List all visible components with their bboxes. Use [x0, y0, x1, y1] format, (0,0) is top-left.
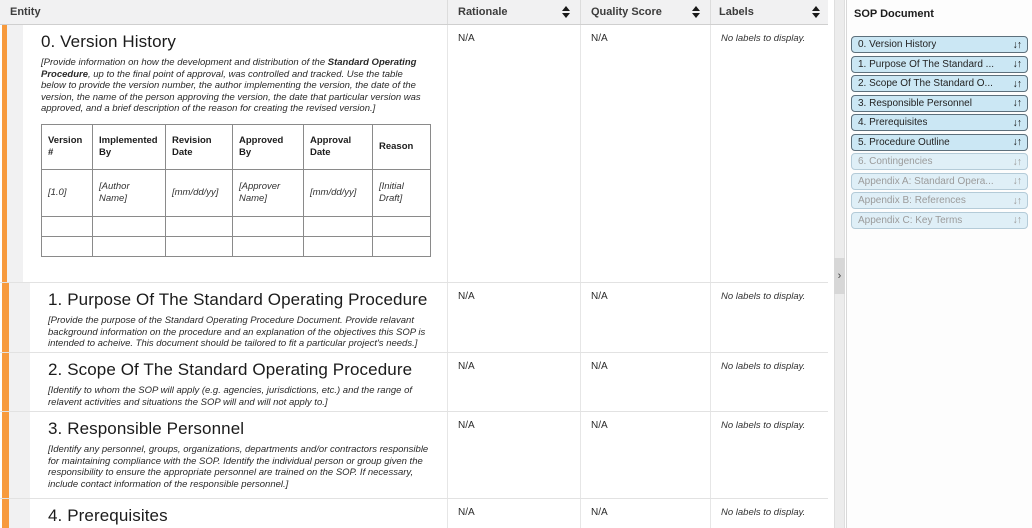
sop-document-panel [846, 0, 1032, 528]
reorder-icon[interactable]: ↓↑ [1012, 214, 1021, 226]
section-description: [Identify to whom the SOP will apply (e.g. agencies, jurisdictions, etc.) and the range of relavent activities and situations the SOP will and will not apply to.] [48, 385, 413, 408]
column-header-entity-label: Entity [10, 6, 41, 18]
table-row [0, 353, 828, 412]
version-table-cell [303, 216, 372, 236]
sort-icon[interactable] [562, 6, 570, 18]
column-header-rationale-label: Rationale [458, 6, 508, 18]
quality-score-cell[interactable]: N/A [580, 499, 710, 528]
sidebar-item-label: Appendix B: References [858, 195, 966, 206]
sidebar-item-label: 6. Contingencies [858, 156, 933, 167]
column-header-rationale[interactable] [447, 0, 580, 24]
section-title: 3. Responsible Personnel [48, 419, 245, 438]
sidebar-item-appendix-b[interactable] [851, 192, 1028, 209]
sidebar-item-procedure-outline[interactable] [851, 134, 1028, 151]
entity-body [23, 25, 447, 282]
entity-body [30, 412, 447, 498]
version-table-cell [232, 236, 303, 256]
panel-collapse-handle[interactable] [834, 258, 845, 294]
grid-header-row [0, 0, 828, 25]
section-title: 0. Version History [40, 32, 177, 51]
entity-accent-bar [2, 283, 9, 352]
entity-accent-bar [2, 353, 9, 411]
panel-divider [832, 0, 846, 528]
column-header-entity [0, 0, 447, 24]
section-title: 1. Purpose Of The Standard Operating Procedure [48, 290, 428, 309]
sidebar-item-label: 3. Responsible Personnel [858, 97, 972, 109]
sidebar-item-label: Appendix A: Standard Opera... [858, 175, 994, 187]
column-header-labels-label: Labels [719, 6, 754, 18]
version-table-row [41, 236, 430, 256]
sidebar-item-appendix-a[interactable] [851, 173, 1028, 190]
sidebar-item-purpose[interactable] [851, 56, 1028, 73]
rationale-cell[interactable]: N/A [447, 283, 580, 352]
reorder-icon[interactable]: ↓↑ [1012, 194, 1021, 207]
reorder-icon[interactable]: ↓↑ [1012, 155, 1021, 168]
sidebar-item-label: 4. Prerequisites [858, 117, 928, 128]
quality-score-cell[interactable]: N/A [580, 412, 710, 498]
sidebar-title: SOP Document [854, 8, 934, 20]
labels-cell[interactable]: No labels to display. [710, 283, 828, 352]
version-table-header: Approved By [232, 124, 303, 169]
reorder-icon[interactable]: ↓↑ [1012, 97, 1021, 109]
version-table-cell: [Initial Draft] [372, 169, 430, 216]
version-table-cell: [mm/dd/yy] [303, 169, 372, 216]
sort-icon[interactable] [692, 6, 700, 18]
version-table-cell: [Approver Name] [232, 169, 303, 216]
entity-accent-bar [2, 499, 9, 528]
row-gutter [9, 283, 30, 352]
section-description: [Identify any personnel, groups, organizations, departments and/or contractors responsible for maintaining compliance with the SOP. Identify the individual person or group given the responsibility to ensure the appropriate personnel are trained on the SOP. If necessary, include contact information of the responsible personnel.] [48, 444, 429, 490]
entity-body [30, 499, 447, 528]
version-table-cell [165, 216, 232, 236]
rationale-cell[interactable]: N/A [447, 499, 580, 528]
row-gutter [9, 353, 30, 411]
section-title: 2. Scope Of The Standard Operating Procedure [48, 360, 413, 379]
version-table-cell [165, 236, 232, 256]
entity-cell-prerequisites[interactable] [0, 499, 447, 528]
row-gutter [9, 499, 30, 528]
section-description: [Provide information on how the development and distribution of the Standard Operating Procedure, up to the final point of approval, was controlled and tracked. Use the table below to provide the version number, the author implementing the version, the date of the version, the name of the person approving the version, the date that particular version was approved, and a brief description of the reason for creating the revised version.] [40, 57, 421, 115]
labels-cell[interactable]: No labels to display. [710, 499, 828, 528]
table-row [0, 412, 828, 499]
section-description: [Provide the purpose of the Standard Operating Procedure Document. Provide relavant background information on the procedure and an explanation of the objectives this SOP is intended to acheive. This document should be tailored to fit a particular project's needs.] [48, 315, 426, 350]
rationale-cell[interactable]: N/A [447, 353, 580, 411]
reorder-icon[interactable]: ↓↑ [1012, 136, 1021, 148]
sidebar-item-appendix-c[interactable] [851, 212, 1028, 229]
version-table-cell [303, 236, 372, 256]
table-row [0, 499, 828, 528]
row-gutter [9, 412, 30, 498]
version-table-cell [372, 236, 430, 256]
version-table-cell [92, 236, 165, 256]
version-table-header: Approval Date [303, 124, 372, 169]
version-table-row [41, 216, 430, 236]
labels-cell[interactable]: No labels to display. [710, 353, 828, 411]
section-title: 4. Prerequisites [48, 506, 168, 525]
version-table-cell [41, 216, 92, 236]
entity-cell-version-history[interactable] [0, 25, 447, 282]
entity-body [30, 353, 447, 411]
version-table-cell: [mm/dd/yy] [165, 169, 232, 216]
reorder-icon[interactable]: ↓↑ [1012, 116, 1021, 129]
sidebar-item-version-history[interactable] [851, 36, 1028, 53]
entity-accent-bar [2, 412, 9, 498]
version-table-header: Implemented By [92, 124, 165, 169]
version-table-header: Version # [41, 124, 92, 169]
sidebar-item-prerequisites[interactable] [851, 114, 1028, 131]
entity-body [30, 283, 447, 352]
row-gutter [7, 25, 23, 282]
sidebar-item-contingencies[interactable] [851, 153, 1028, 170]
table-row [0, 25, 828, 283]
version-table-cell [92, 216, 165, 236]
entity-cell-responsible-personnel[interactable] [0, 412, 447, 498]
version-table-header-row [41, 124, 430, 169]
sort-icon[interactable] [812, 6, 820, 18]
version-table-cell [232, 216, 303, 236]
reorder-icon[interactable]: ↓↑ [1012, 38, 1021, 51]
quality-score-cell[interactable]: N/A [580, 283, 710, 352]
version-history-table [41, 124, 431, 257]
table-row [0, 283, 828, 353]
sidebar-item-label: 0. Version History [858, 39, 937, 50]
sidebar-item-label: 1. Purpose Of The Standard ... [858, 58, 995, 70]
version-table-header: Revision Date [165, 124, 232, 169]
version-table-row [41, 169, 430, 216]
column-header-quality-score-label: Quality Score [591, 6, 662, 18]
version-table-cell: [1.0] [41, 169, 92, 216]
sidebar-item-label: Appendix C: Key Terms [858, 214, 963, 226]
version-table-cell [41, 236, 92, 256]
sidebar-item-label: 2. Scope Of The Standard O... [858, 78, 993, 89]
rationale-cell[interactable]: N/A [447, 25, 580, 282]
chevron-right-icon: › [837, 269, 842, 282]
sidebar-item-responsible-personnel[interactable] [851, 95, 1028, 112]
reorder-icon[interactable]: ↓↑ [1012, 77, 1021, 90]
column-header-quality-score[interactable] [580, 0, 710, 24]
labels-cell[interactable]: No labels to display. [710, 412, 828, 498]
version-table-header: Reason [372, 124, 430, 169]
sidebar-item-label: 5. Procedure Outline [858, 136, 950, 148]
quality-score-cell[interactable]: N/A [580, 25, 710, 282]
column-header-labels[interactable] [710, 0, 828, 24]
rationale-cell[interactable]: N/A [447, 412, 580, 498]
labels-cell[interactable]: No labels to display. [710, 25, 828, 282]
entity-cell-scope[interactable] [0, 353, 447, 411]
sop-section-list [851, 36, 1028, 229]
reorder-icon[interactable]: ↓↑ [1012, 58, 1021, 70]
sidebar-item-scope[interactable] [851, 75, 1028, 92]
quality-score-cell[interactable]: N/A [580, 353, 710, 411]
version-table-cell [372, 216, 430, 236]
version-table-cell: [Author Name] [92, 169, 165, 216]
entity-cell-purpose[interactable] [0, 283, 447, 352]
reorder-icon[interactable]: ↓↑ [1012, 175, 1021, 187]
